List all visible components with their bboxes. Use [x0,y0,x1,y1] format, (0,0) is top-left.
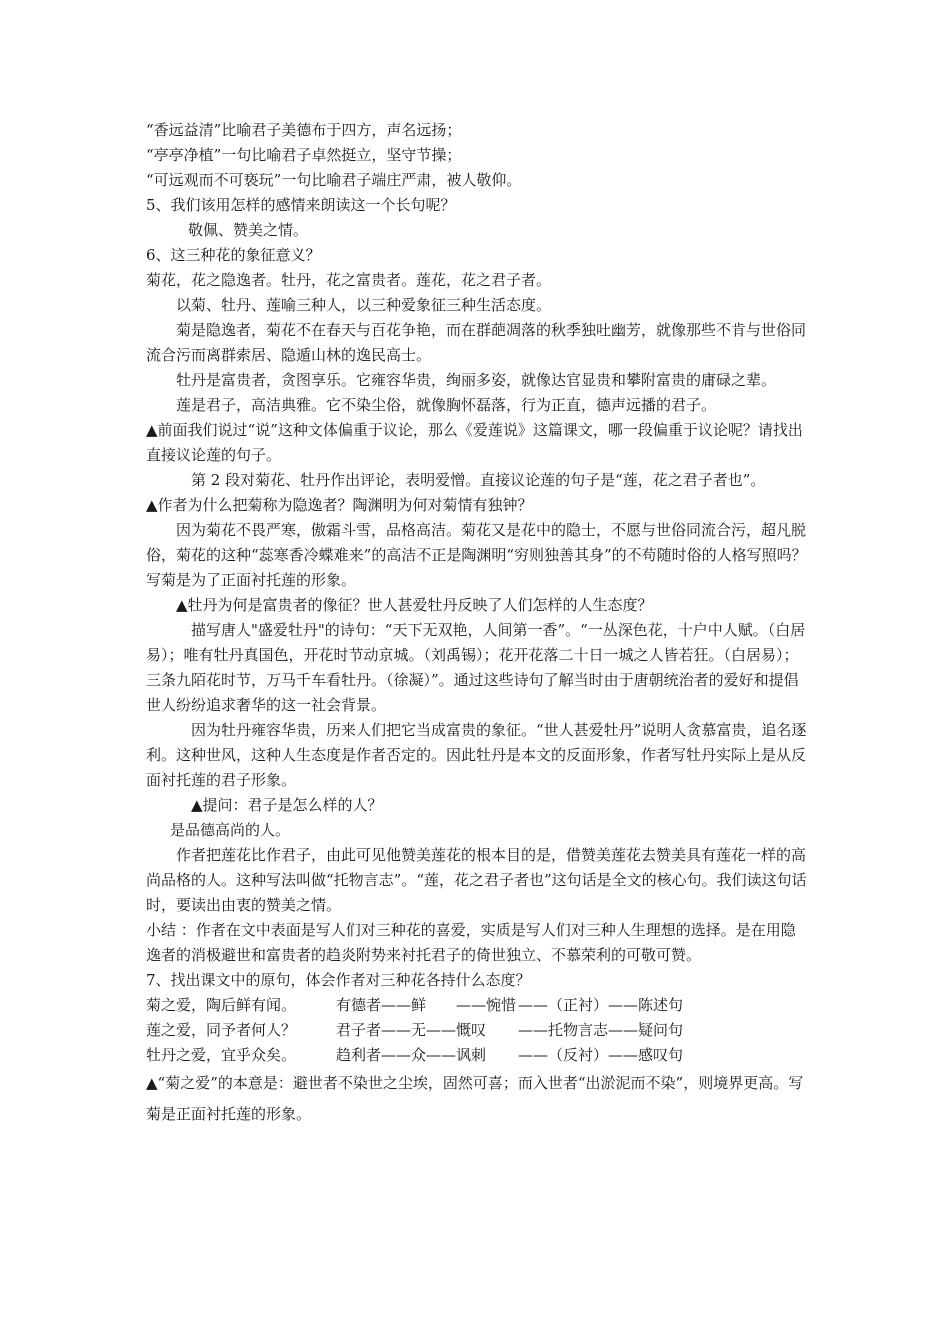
question-5: 5、我们该用怎样的感情来朗读这一个长句呢？ [146,196,456,214]
answer-argument: 第 2 段对菊花、牡丹作出评论，表明爱憎。直接议论莲的句子是“莲，花之君子者也”。 [191,471,766,489]
question-argument: ▲前面我们说过“说”这种文体偏重于议论，那么《爱莲说》这篇课文，哪一段偏重于议论呢？请找出直接议论莲的句子。 [146,421,803,464]
metaphor-line-2: “亭亭净植”一句比喻君子卓然挺立，坚守节操； [146,146,462,164]
table-cell: ——托物言志——疑问句 [518,1021,684,1039]
table-cell: 趋利者——众—— [336,1046,457,1064]
answer-6-intro: 以菊、牡丹、莲喻三种人，以三种爱象征三种生活态度。 [176,296,552,314]
answer-5: 敬佩、赞美之情。 [188,221,309,239]
summary: 小结 ：作者在文中表面是写人们对三种花的喜爱，实质是写人们对三种人生理想的选择。是在用隐逸者的消极避世和富贵者的趋炎附势来衬托君子的倚世独立、不慕荣利的可敬可赞。 [146,921,796,964]
paragraph-lotus: 莲是君子，高洁典雅。它不染尘俗，就像胸怀磊落，行为正直，德声远播的君子。 [176,396,717,414]
answer-6-summary: 菊花，花之隐逸者。牡丹，花之富贵者。莲花，花之君子者。 [146,271,552,289]
question-chrysanthemum: ▲作者为什么把菊称为隐逸者？陶渊明为何对菊情有独钟？ [146,496,533,514]
question-peony: ▲牡丹为何是富贵者的像征？世人甚爱牡丹反映了人们怎样的人生态度？ [176,596,653,614]
question-6: 6、这三种花的象征意义？ [146,246,321,264]
metaphor-line-3: “可远观而不可亵玩”一句比喻君子端庄严肃，被人敬仰。 [146,171,522,189]
table-cell: 菊之爱，陶后鲜有闻。 [146,996,297,1014]
table-cell: ——（反衬）——感叹句 [518,1046,684,1064]
question-7: 7、找出课文中的原句，体会作者对三种花各持什么态度？ [146,971,531,989]
closing-note: ▲“菊之爱”的本意是：避世者不染世之尘埃，固然可喜；而入世者“出淤泥而不染”，则境界更高。写菊是正面衬托莲的形象。 [146,1074,804,1123]
table-cell: 君子者——无—— [336,1021,457,1039]
table-cell: ——（正衬）——陈述句 [518,996,684,1014]
metaphor-line-1: “香远益清”比喻君子美德布于四方，声名远扬； [146,121,462,139]
answer-peony-meaning: 因为牡丹雍容华贵，历来人们把它当成富贵的象征。“世人甚爱牡丹”说明人贪慕富贵，追名逐利。这种世风，这种人生态度是作者否定的。因此牡丹是本文的反面形象，作者写牡丹实际上是从反面衬托莲的君子形象。 [146,721,807,789]
table-row [146,993,683,1018]
table-cell: 讽刺 [456,1046,487,1064]
answer-chrysanthemum: 因为菊花不畏严寒，傲霜斗雪，品格高洁。菊花又是花中的隐士，不愿与世俗同流合污，超凡脱俗，菊花的这种“蕊寒香冷蝶难来”的高洁不正是陶渊明“穷则独善其身”的不苟随时俗的人格写照吗？写菊是为了正面衬托莲的形象。 [146,521,807,589]
table-row [146,1018,683,1043]
table-cell: 慨叹 [456,1021,487,1039]
answer-peony-poems: 描写唐人"盛爱牡丹"的诗句：“天下无双艳，人间第一香”。“一丛深色花，十户中人赋。（白居易）；唯有牡丹真国色，开花时节动京城。（刘禹锡）；花开花落二十日一城之人皆若狂。（白居易）；三条九陌花时节，万马千车看牡丹。（徐凝）”。通过这些诗句了解当时由于唐朝统治者的爱好和提倡世人纷纷追求奢华的这一社会背景。 [146,621,806,714]
table-cell: 牡丹之爱，宜乎众矣。 [146,1046,297,1064]
paragraph-peony: 牡丹是富贵者，贪图享乐。它雍容华贵，绚丽多姿，就像达官显贵和攀附富贵的庸碌之辈。 [176,371,777,389]
paragraph-chrysanthemum: 菊是隐逸者，菊花不在春天与百花争艳，而在群葩凋落的秋季独吐幽芳，就像那些不肯与世俗同流合污而离群索居、隐遁山林的逸民高士。 [146,321,807,364]
table-row [146,1043,683,1068]
attitude-table [146,993,683,1068]
table-cell: 有德者——鲜 [336,996,427,1014]
answer-gentleman: 是品德高尚的人。 [170,821,291,839]
document-page [146,118,810,1130]
question-gentleman: ▲提问：君子是怎么样的人？ [191,796,383,814]
table-cell: ——惋惜 [456,996,517,1014]
paragraph-lotus-gentleman: 作者把莲花比作君子，由此可见他赞美莲花的根本目的是，借赞美莲花去赞美具有莲花一样的高尚品格的人。这种写法叫做“托物言志”。“莲，花之君子者也”这句话是全文的核心句。我们读这句话时，要读出由衷的赞美之情。 [146,846,807,914]
table-cell: 莲之爱，同予者何人？ [146,1021,297,1039]
